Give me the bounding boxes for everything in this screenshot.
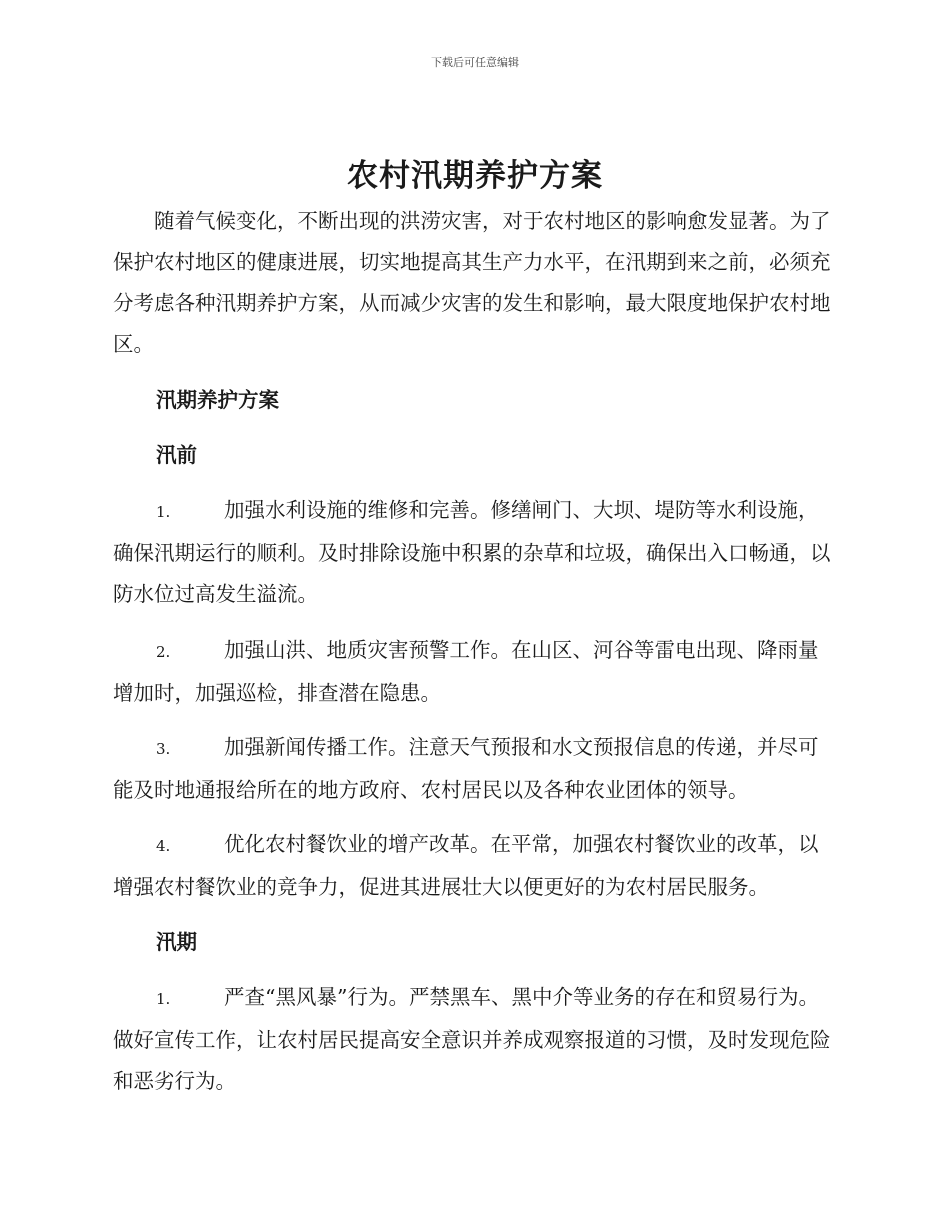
list-item-text: 严查“黑风暴”行为。严禁黑车、黑中介等业务的存在和贸易行为。做好宣传工作，让农村居民提高安全意识并养成观察报道的习惯，及时发现危险和恶劣行为。: [113, 985, 831, 1093]
section-heading-main: 汛期养护方案: [156, 388, 279, 412]
list-item-number: 3.: [156, 740, 171, 758]
list-item-text: 加强新闻传播工作。注意天气预报和水文预报信息的传递，并尽可能及时地通报给所在的地方政府、农村居民以及各种农业团体的领导。: [113, 735, 819, 802]
list-item: [113, 727, 837, 811]
list-item: [113, 490, 837, 615]
intro-paragraph: 随着气候变化，不断出现的洪涝灾害，对于农村地区的影响愈发显著。为了保护农村地区的健康进展，切实地提高其生产力水平，在汛期到来之前，必须充分考虑各种汛期养护方案，从而减少灾害的发生和影响，最大限度地保护农村地区。: [113, 209, 831, 356]
document-title: 农村汛期养护方案: [347, 158, 603, 194]
list-item: [113, 977, 837, 1102]
list-item-text: 优化农村餐饮业的增产改革。在平常，加强农村餐饮业的改革，以增强农村餐饮业的竞争力，促进其进展壮大以便更好的为农村居民服务。: [113, 832, 819, 899]
list-item-number: 1.: [156, 990, 171, 1008]
list-item-text: 加强山洪、地质灾害预警工作。在山区、河谷等雷电出现、降雨量增加时，加强巡检，排查潜在隐患。: [113, 638, 819, 705]
section-heading-flood-period: 汛期: [156, 930, 197, 954]
list-item: [113, 824, 837, 908]
list-item-number: 2.: [156, 643, 171, 661]
list-item-number: 1.: [156, 503, 171, 521]
header-note: 下载后可任意编辑: [431, 56, 519, 69]
section-heading-pre-flood: 汛前: [156, 443, 197, 467]
list-item-text: 加强水利设施的维修和完善。修缮闸门、大坝、堤防等水利设施，确保汛期运行的顺利。及时排除设施中积累的杂草和垃圾，确保出入口畅通，以防水位过高发生溢流。: [113, 498, 831, 606]
list-item: [113, 630, 837, 714]
list-item-number: 4.: [156, 837, 171, 855]
